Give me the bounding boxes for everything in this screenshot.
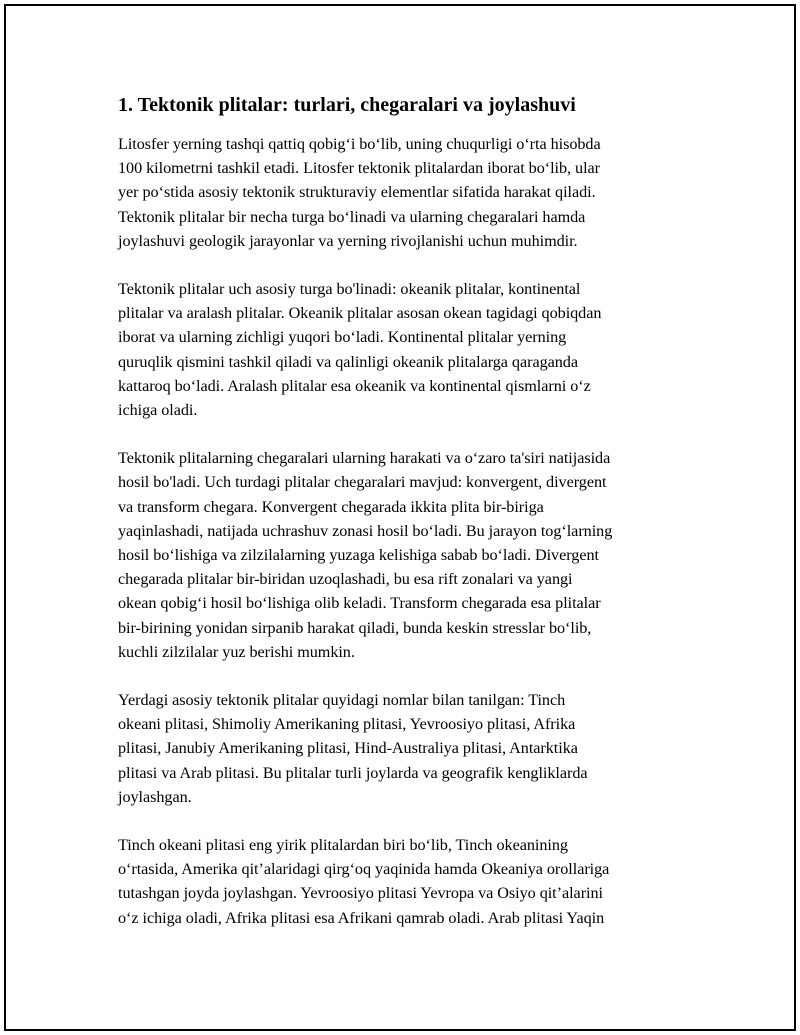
- text-line: plitasi va Arab plitasi. Bu plitalar turli joylarda va geografik kengliklarda: [118, 763, 588, 782]
- text-line: Tektonik plitalarning chegaralari ularning harakati va o‘zaro ta'siri natijasida: [118, 449, 611, 468]
- text-line: va transform chegara. Konvergent chegarada ikkita plita bir-biriga: [118, 497, 544, 516]
- text-line: iborat va ularning zichligi yuqori bo‘ladi. Kontinental plitalar yerning: [118, 328, 567, 347]
- text-line: hosil bo‘lishiga va zilzilalarning yuzaga kelishiga sabab bo‘ladi. Divergent: [118, 546, 599, 565]
- text-line: yer po‘stida asosiy tektonik strukturaviy elementlar sifatida harakat qiladi.: [118, 183, 596, 202]
- text-line: Tinch okeani plitasi eng yirik plitalardan biri bo‘lib, Tinch okeanining: [118, 836, 568, 855]
- text-line: hosil bo'ladi. Uch turdagi plitalar chegaralari mavjud: konvergent, divergent: [118, 473, 607, 492]
- paragraph-major-plates: [118, 688, 688, 809]
- paragraph-plate-boundaries: [118, 446, 688, 664]
- text-line: Litosfer yerning tashqi qattiq qobig‘i bo‘lib, uning chuqurligi o‘rta hisobda: [118, 135, 601, 153]
- text-line: o‘rtasida, Amerika qit’alaridagi qirg‘oq yaqinida hamda Okeaniya orollariga: [118, 860, 610, 879]
- text-line: Tektonik plitalar bir necha turga bo‘linadi va ularning chegaralari hamda: [118, 207, 586, 226]
- text-line: okeani plitasi, Shimoliy Amerikaning plitasi, Yevroosiyo plitasi, Afrika: [118, 715, 576, 734]
- text-line: plitalar va aralash plitalar. Okeanik plitalar asosan okean tagidagi qobiqdan: [118, 304, 602, 323]
- text-line: 100 kilometrni tashkil etadi. Litosfer tektonik plitalardan iborat bo‘lib, ular: [118, 159, 601, 178]
- section-heading: 1. Tektonik plitalar: turlari, chegaralari va joylashuvi: [118, 94, 576, 116]
- text-line: Tektonik plitalar uch asosiy turga bo'linadi: okeanik plitalar, kontinental: [118, 280, 581, 299]
- text-line: joylashgan.: [118, 787, 192, 806]
- text-line: Yerdagi asosiy tektonik plitalar quyidagi nomlar bilan tanilgan: Tinch: [118, 691, 566, 710]
- text-line: yaqinlashadi, natijada uchrashuv zonasi hosil bo‘ladi. Bu jarayon tog‘larning: [118, 521, 613, 540]
- text-line: kattaroq bo‘ladi. Aralash plitalar esa okeanik va kontinental qismlarni o‘z: [118, 376, 591, 395]
- document-body: [118, 92, 688, 954]
- text-line: okean qobig‘i hosil bo‘lishiga olib keladi. Transform chegarada esa plitalar: [118, 594, 601, 613]
- text-line: chegarada plitalar bir-biridan uzoqlashadi, bu esa rift zonalari va yangi: [118, 570, 573, 589]
- text-line: kuchli zilzilalar yuz berishi mumkin.: [118, 642, 355, 661]
- text-line: bir-birining yonidan sirpanib harakat qiladi, bunda keskin stresslar bo‘lib,: [118, 618, 592, 637]
- paragraph-plate-types: [118, 277, 688, 422]
- text-line: tutashgan joyda joylashgan. Yevroosiyo plitasi Yevropa va Osiyo qit’alarini: [118, 884, 603, 903]
- text-line: o‘z ichiga oladi, Afrika plitasi esa Afrikani qamrab oladi. Arab plitasi Yaqin: [118, 908, 605, 927]
- text-line: ichiga oladi.: [118, 401, 198, 420]
- text-line: plitasi, Janubiy Amerikaning plitasi, Hind-Australiya plitasi, Antarktika: [118, 739, 578, 758]
- paragraph-pacific-plate: [118, 833, 688, 930]
- paragraph-lithosphere: [118, 132, 688, 253]
- text-line: joylashuvi geologik jarayonlar va yerning rivojlanishi uchun muhimdir.: [118, 231, 578, 250]
- text-line: quruqlik qismini tashkil qiladi va qalinligi okeanik plitalarga qaraganda: [118, 352, 578, 371]
